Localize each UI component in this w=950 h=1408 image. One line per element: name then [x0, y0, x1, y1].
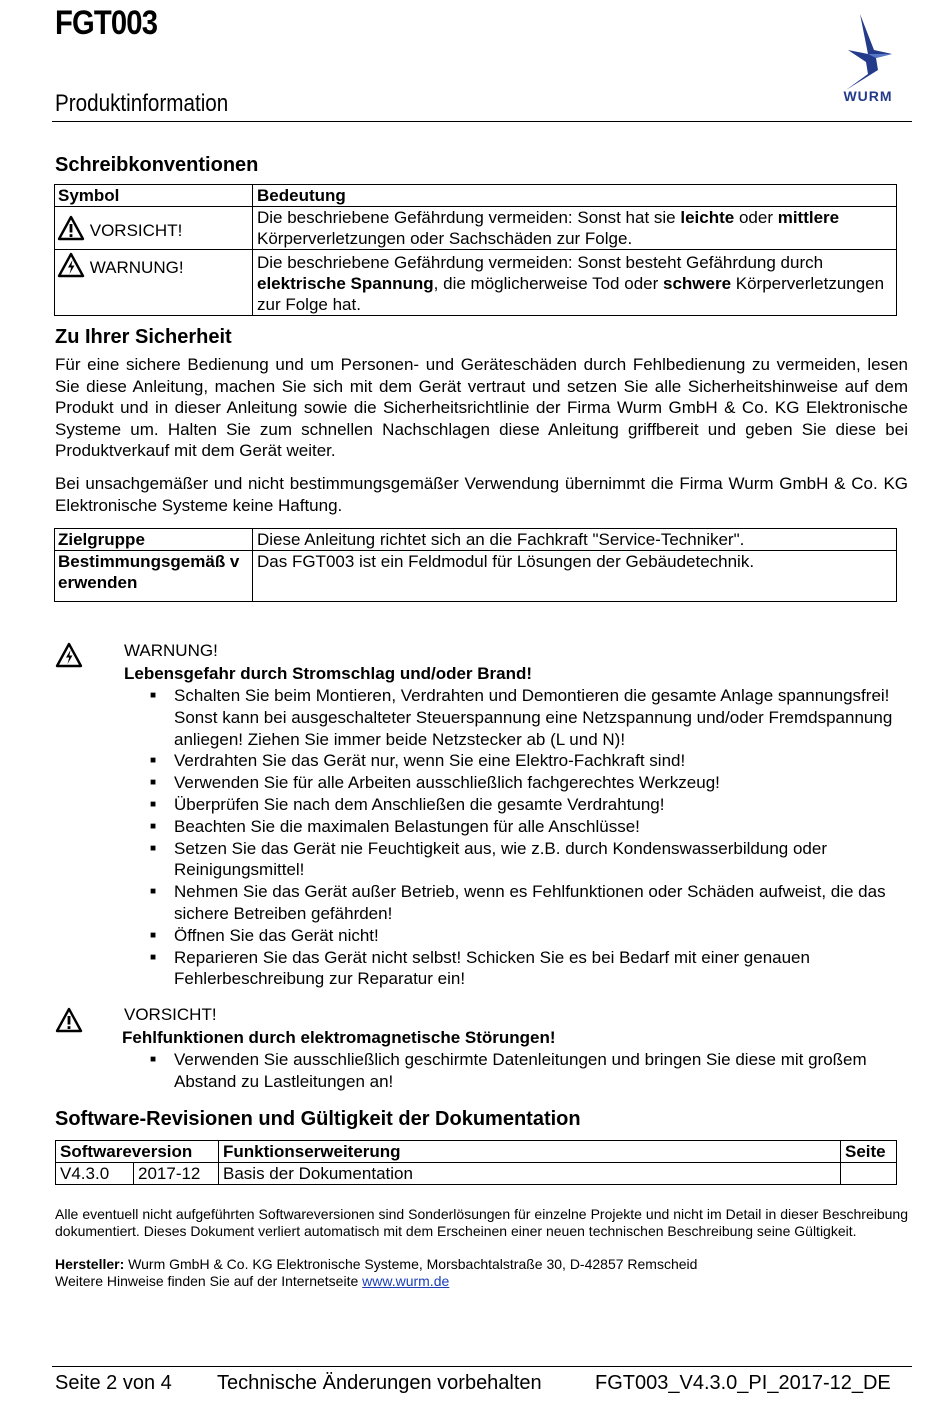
- header-cell-version: Softwareversion: [56, 1141, 219, 1163]
- page-cell: [841, 1163, 897, 1185]
- safety-heading: Zu Ihrer Sicherheit: [55, 326, 232, 348]
- footer-center-text: Technische Änderungen vorbehalten: [217, 1372, 542, 1394]
- value-cell: Diese Anleitung richtet sich an die Fachkraft "Service-Techniker".: [253, 529, 897, 551]
- table-row: [55, 185, 897, 207]
- warning-triangle-icon: [55, 1007, 83, 1033]
- meaning-bold: schwere: [662, 274, 732, 293]
- header-cell-meaning: Bedeutung: [253, 185, 897, 207]
- list-item: ■ Verdrahten Sie das Gerät nur, wenn Sie eine Elektro-Fachkraft sind!: [148, 750, 900, 772]
- function-cell: Basis der Dokumentation: [219, 1163, 841, 1185]
- notes-text: Alle eventuell nicht aufgeführten Softwareversionen sind Sonderlösungen für einzelne Projekte und nicht im Detail in dieser Beschreibung dokumentiert. Dieses Dokument verliert automatisch mit dem Erscheinen einer neuen technischen Beschreibung seine Gültigkeit.: [55, 1206, 908, 1239]
- warning-list: [148, 685, 900, 990]
- conventions-table: [54, 184, 897, 316]
- meaning-text: oder: [734, 208, 778, 227]
- footer-doc-id: FGT003_V4.3.0_PI_2017-12_DE: [595, 1372, 891, 1394]
- liability-paragraph: Bei unsachgemäßer und nicht bestimmungsgemäßer Verwendung übernimmt die Firma Wurm GmbH & Co. KG Elektronische Systeme keine Haftung.: [55, 474, 908, 515]
- version-cell: V4.3.0: [56, 1163, 134, 1185]
- conventions-heading: Schreibkonventionen: [55, 154, 259, 176]
- list-item: ■ Reparieren Sie das Gerät nicht selbst! Schicken Sie es bei Bedarf mit einer genauen Fehlerbeschreibung zur Reparatur ein!: [148, 947, 900, 991]
- meaning-text: Körperverletzungen oder Sachschäden zur Folge.: [257, 229, 633, 248]
- table-row: [55, 207, 897, 250]
- meaning-bold: leichte: [680, 208, 735, 227]
- meaning-text: , die möglicherweise Tod oder: [433, 274, 663, 293]
- list-item: ■ Setzen Sie das Gerät nie Feuchtigkeit aus, wie z.B. durch Kondenswasserbildung oder Reinigungsmittel!: [148, 838, 900, 882]
- table-row: [56, 1163, 897, 1185]
- caution-subtitle: Fehlfunktionen durch elektromagnetische Störungen!: [122, 1028, 556, 1047]
- revisions-table: [55, 1140, 897, 1185]
- list-item: ■ Verwenden Sie für alle Arbeiten ausschließlich fachgerechtes Werkzeug!: [148, 772, 900, 794]
- document-title: FGT003: [55, 4, 158, 42]
- meaning-cell: [253, 207, 897, 250]
- table-row: [56, 1141, 897, 1163]
- website-line: [55, 1273, 908, 1290]
- symbol-label: WARNUNG!: [89, 258, 184, 277]
- meaning-text: Die beschriebene Gefährdung vermeiden: Sonst besteht Gefährdung durch: [257, 253, 824, 272]
- revisions-heading: Software-Revisionen und Gültigkeit der Dokumentation: [55, 1108, 581, 1130]
- list-item: ■ Überprüfen Sie nach dem Anschließen die gesamte Verdrahtung!: [148, 794, 900, 816]
- caution-label: VORSICHT!: [124, 1005, 217, 1024]
- meaning-cell: [253, 250, 897, 316]
- website-prefix: Weitere Hinweise finden Sie auf der Internetseite: [55, 1273, 363, 1289]
- symbol-label: VORSICHT!: [89, 221, 183, 240]
- symbol-cell: [55, 250, 253, 316]
- website-link[interactable]: www.wurm.de: [362, 1273, 450, 1289]
- target-table: [54, 528, 897, 602]
- label-cell: Bestimmungsgemäß verwenden: [55, 551, 253, 602]
- warning-label: WARNUNG!: [124, 641, 218, 660]
- header-cell-page: Seite: [841, 1141, 897, 1163]
- manufacturer-label: Hersteller:: [55, 1256, 125, 1272]
- meaning-bold: elektrische Spannung: [257, 274, 434, 293]
- safety-paragraph: Für eine sichere Bedienung und um Personen- und Geräteschäden durch Fehlbedienung zu vermeiden, lesen Sie diese Anleitung, machen Sie sich mit dem Gerät vertraut und setzen Sie alle Sicherheitshinweise auf dem Produkt und in dieser Anleitung sowie die Sicherheitsrichtlinie der Firma Wurm GmbH & Co. KG Elektronische Systeme um. Halten Sie zum schnellen Nachschlagen diese Anleitung griffbereit und geben Sie diese bei Produktverkauf mit dem Gerät weiter.: [55, 355, 908, 460]
- meaning-bold: mittlere: [777, 208, 840, 227]
- table-row: [55, 551, 897, 602]
- list-item: ■ Schalten Sie beim Montieren, Verdrahten und Demontieren die gesamte Anlage spannungsfrei! Sonst kann bei ausgeschalteter Steuerspannung eine Netzspannung und/oder Fremdspannung anliegen! Ziehen Sie immer beide Netzstecker ab (L und N)!: [148, 685, 900, 750]
- manufacturer-line: [55, 1256, 908, 1273]
- header-rule: [52, 121, 912, 122]
- meaning-text: Die beschriebene Gefährdung vermeiden: Sonst hat sie: [257, 208, 681, 227]
- footer-page-number: Seite 2 von 4: [55, 1372, 172, 1394]
- header-cell-symbol: Symbol: [55, 185, 253, 207]
- list-item: ■ Beachten Sie die maximalen Belastungen für alle Anschlüsse!: [148, 816, 900, 838]
- manufacturer-text: Wurm GmbH & Co. KG Elektronische Systeme, Morsbachtalstraße 30, D-42857 Remscheid: [124, 1256, 698, 1272]
- list-item: ■ Öffnen Sie das Gerät nicht!: [148, 925, 900, 947]
- logo-text: WURM: [843, 88, 893, 104]
- value-cell: Das FGT003 ist ein Feldmodul für Lösungen der Gebäudetechnik.: [253, 551, 897, 602]
- header-cell-function: Funktionserweiterung: [219, 1141, 841, 1163]
- warning-subtitle: Lebensgefahr durch Stromschlag und/oder Brand!: [124, 664, 533, 683]
- table-row: [55, 529, 897, 551]
- list-item: ■ Nehmen Sie das Gerät außer Betrieb, wenn es Fehlfunktionen oder Schäden aufweist, die das sichere Betreiben gefährden!: [148, 881, 900, 925]
- label-cell: Zielgruppe: [55, 529, 253, 551]
- table-row: [55, 250, 897, 316]
- meaning-text: Körperverletzungen zur Folge hat.: [257, 274, 885, 314]
- document-subtitle: Produktinformation: [55, 90, 229, 117]
- caution-list: [148, 1049, 900, 1093]
- symbol-cell: [55, 207, 253, 250]
- electric-warning-icon: [57, 252, 85, 278]
- warning-triangle-icon: [57, 215, 85, 241]
- footer-rule: [52, 1366, 912, 1367]
- list-item: ■ Verwenden Sie ausschließlich geschirmte Datenleitungen und bringen Sie diese mit großem Abstand zu Lastleitungen an!: [148, 1049, 900, 1093]
- date-cell: 2017-12: [134, 1163, 219, 1185]
- electric-warning-icon: [55, 642, 83, 668]
